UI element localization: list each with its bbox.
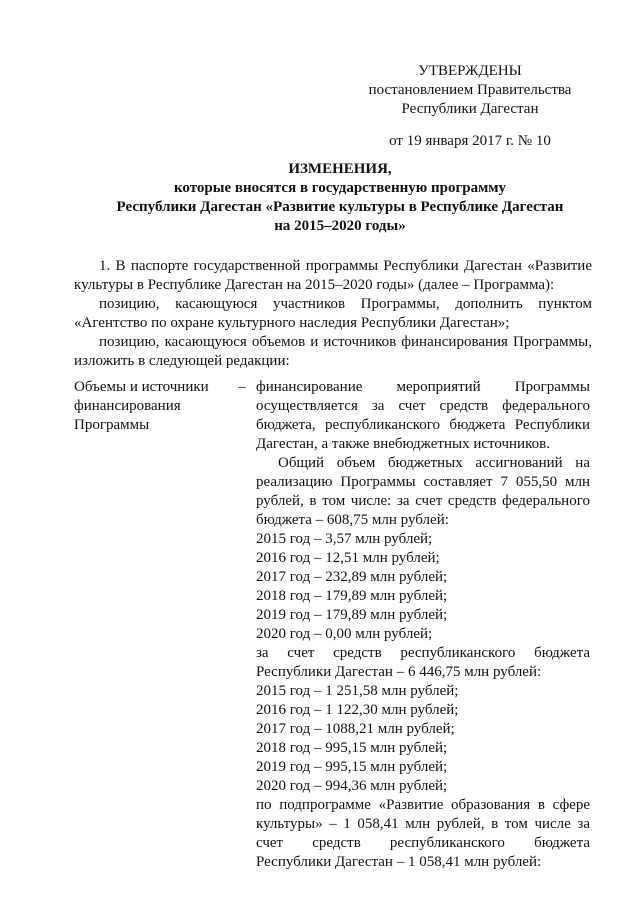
republic-year-item: 2017 год – 1088,21 млн рублей; — [256, 721, 455, 737]
heading-line-1: которые вносятся в государственную программу — [173, 180, 507, 196]
republic-year-list — [256, 682, 590, 796]
financing-intro: финансирование мероприятий Программы осуществляется за счет средств федерального бюджета, республиканского бюджета Республики Дагестан, а также внебюджетных источников. — [256, 379, 590, 452]
federal-year-list — [256, 530, 590, 644]
federal-year-item: 2019 год – 179,89 млн рублей; — [256, 607, 448, 623]
republic-intro: за счет средств республиканского бюджета Республики Дагестан – 6 446,75 млн рублей: — [256, 645, 590, 680]
federal-year-item: 2016 год – 12,51 млн рублей; — [256, 550, 440, 566]
republic-year-item: 2016 год – 1 122,30 млн рублей; — [256, 702, 459, 718]
body-text — [74, 257, 592, 371]
republic-year-item: 2019 год – 995,15 млн рублей; — [256, 759, 448, 775]
republic-year-item: 2018 год – 995,15 млн рублей; — [256, 740, 448, 756]
approval-line-2: Республики Дагестан — [401, 101, 539, 117]
financing-label — [74, 378, 224, 435]
heading-line-3: на 2015–2020 годы» — [274, 218, 406, 234]
heading-line-2: Республики Дагестан «Развитие культуры в Республике Дагестан — [116, 199, 564, 215]
federal-year-item: 2015 год – 3,57 млн рублей; — [256, 531, 433, 547]
approval-title: УТВЕРЖДЕНЫ — [418, 63, 522, 79]
paragraph-1: 1. В паспорте государственной программы Республики Дагестан «Развитие культуры в Республике Дагестан на 2015–2020 годы» (далее – Программа): — [74, 258, 592, 293]
document-heading — [60, 160, 620, 236]
paragraph-2: позицию, касающуюся участников Программы, дополнить пунктом «Агентство по охране культурного наследия Республики Дагестан»; — [74, 296, 592, 331]
approval-block — [360, 62, 580, 151]
financing-details — [256, 378, 590, 872]
federal-year-item: 2018 год – 179,89 млн рублей; — [256, 588, 448, 604]
label-line-3: Программы — [74, 417, 150, 433]
approval-line-1: постановлением Правительства — [368, 82, 572, 98]
paragraph-3: позицию, касающуюся объемов и источников финансирования Программы, изложить в следующей редакции: — [74, 334, 592, 369]
label-line-1: Объемы и источники — [74, 379, 209, 395]
approval-date: от 19 января 2017 г. № 10 — [389, 133, 551, 149]
federal-year-item: 2020 год – 0,00 млн рублей; — [256, 626, 433, 642]
republic-year-item: 2020 год – 994,36 млн рублей; — [256, 778, 448, 794]
republic-year-item: 2015 год – 1 251,58 млн рублей; — [256, 683, 459, 699]
financing-total: Общий объем бюджетных ассигнований на реализацию Программы составляет 7 055,50 млн рублей, в том числе: за счет средств федерального бюджета – 608,75 млн рублей: — [256, 455, 590, 528]
subprogram-text: по подпрограмме «Развитие образования в сфере культуры» – 1 058,41 млн рублей, в том числе за счет средств республиканского бюджета Республики Дагестан – 1 058,41 млн рублей: — [256, 797, 590, 870]
federal-year-item: 2017 год – 232,89 млн рублей; — [256, 569, 448, 585]
heading-title: ИЗМЕНЕНИЯ, — [288, 161, 392, 177]
label-line-2: финансирования — [74, 398, 181, 414]
separator-dash: – — [238, 379, 246, 395]
